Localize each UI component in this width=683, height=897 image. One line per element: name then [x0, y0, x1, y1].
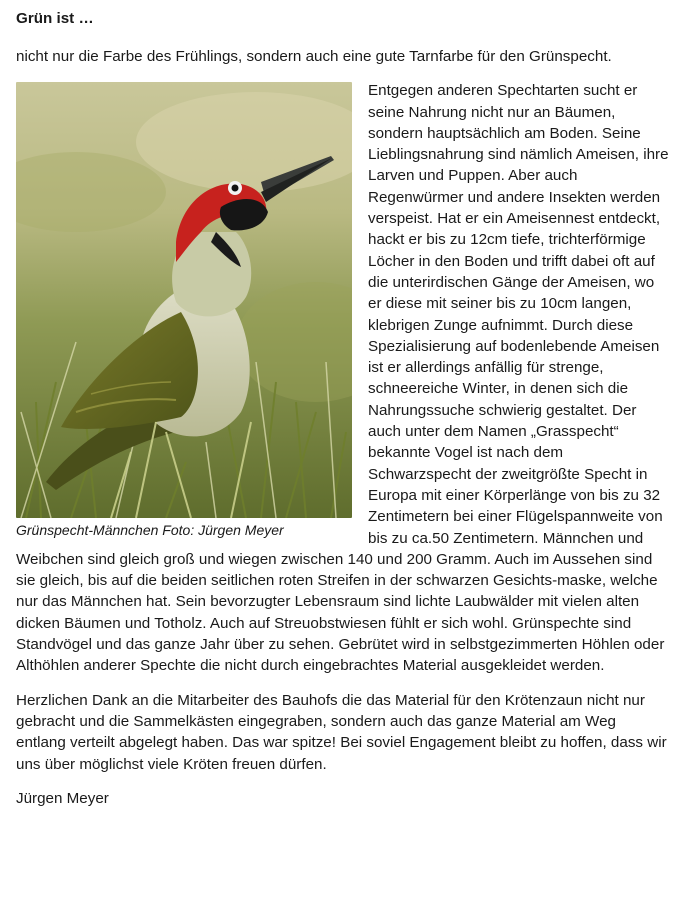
intro-paragraph: nicht nur die Farbe des Frühlings, sondern auch eine gute Tarnfarbe für den Grünspecht. [16, 48, 612, 65]
document-title: Grün ist … [16, 10, 94, 27]
green-woodpecker-photo [16, 82, 352, 518]
photo-figure [16, 82, 356, 540]
photo-caption: Grünspecht-Männchen Foto: Jürgen Meyer [16, 522, 284, 539]
article-section [16, 80, 669, 676]
author-signature: Jürgen Meyer [16, 789, 109, 807]
article-paragraph: Entgegen anderen Spechtarten sucht er seine Nahrung nicht nur an Bäumen, sondern hauptsächlich am Boden. Seine Lieblingsnahrung sind nämlich Ameisen, ihre Larven und Puppen. Aber auch Regenwürmer und andere Insekten werden verspeist. Hat er ein Ameisennest entdeckt, hackt er bis zu 12cm tiefe, trichterförmige Löcher in den Boden und trifft dabei oft auf die unterirdischen Gänge der Ameisen, wo er diese mit seiner bis zu 10cm langen, klebrigen Zunge aufnimmt. Durch diese Spezialisierung auf bodenlebende Ameisen ist er allerdings anfällig für strenge, schneereiche Winter, in denen sich die Nahrungssuche schwierig gestaltet. Der auch unter dem Namen „Grasspecht“ bekannte Vogel ist nach dem Schwarzspecht der zweitgrößte Specht in Europa mit einer Körperlänge von bis zu 32 Zentimetern bei einer Flügelspannweite von bis zu ca.50 Zentimetern. Männchen und Weibchen sind gleich groß und wiegen zwischen 140 und 200 Gramm. Auch im Aussehen sind sie gleich, bis auf die beiden seitlichen roten Streifen in der schwarzen Gesichts-maske, welche nur das Männchen hat. Sein bevorzugter Lebensraum sind lichte Laubwälder mit vielen alten dicken Bäumen und Totholz. Auch auf Streuobstwiesen fühlt er sich wohl. Grünspechte sind Standvögel und das ganze Jahr über zu sehen. Gebrütet wird in selbstgezimmerten Höhlen oder Althöhlen anderer Spechte die nicht durch eingebrachtes Material ausgekleidet werden. [16, 82, 669, 675]
thanks-paragraph: Herzlichen Dank an die Mitarbeiter des Bauhofs die das Material für den Krötenzaun nicht nur gebracht und die Sammelkästen eingegraben, sondern auch das ganze Material am Weg entlang verteilt abgelegt haben. Das war spitze! Bei soviel Engagement bleibt zu hoffen, dass wir uns über möglichst viele Kröten freuen dürfen. [16, 691, 667, 773]
